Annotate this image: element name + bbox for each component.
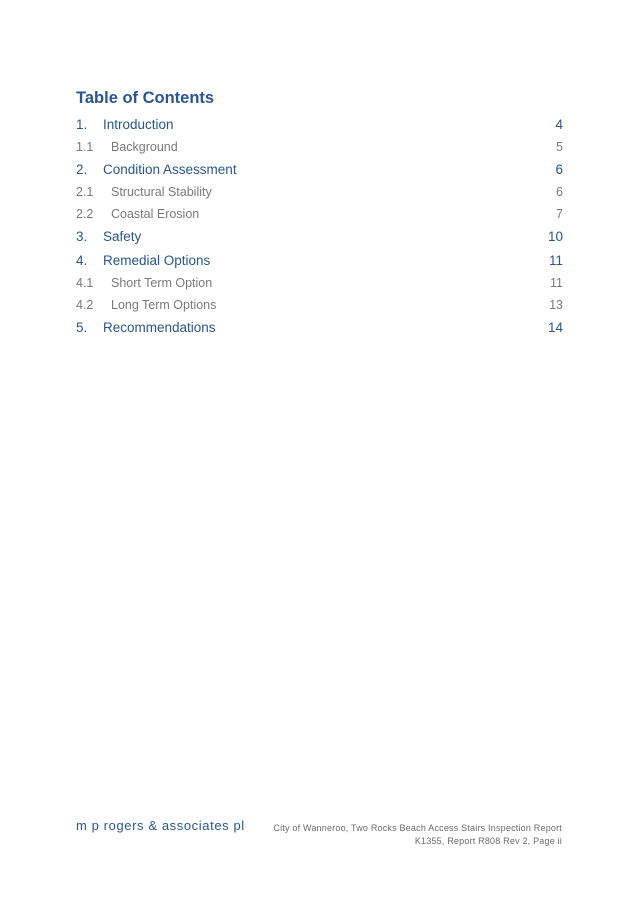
toc-entry-label: Condition Assessment xyxy=(103,162,237,177)
toc-entry-label: Short Term Option xyxy=(111,276,213,290)
toc-entry-number: 4. xyxy=(76,253,88,268)
toc-entry-label: Background xyxy=(111,140,178,154)
toc-entry-label: Long Term Options xyxy=(111,298,217,312)
report-reference-line: K1355, Report R808 Rev 2, Page ii xyxy=(414,835,562,846)
toc-entry-page: 11 xyxy=(550,276,563,290)
toc-entry-background[interactable] xyxy=(76,140,563,158)
toc-entry-page: 14 xyxy=(547,320,563,335)
toc-entry-page: 5 xyxy=(556,140,563,154)
toc-entry-safety[interactable] xyxy=(76,229,563,247)
toc-entry-number: 1.1 xyxy=(76,140,94,154)
toc-entry-recommendations[interactable] xyxy=(76,320,563,338)
toc-entry-label: Coastal Erosion xyxy=(111,207,200,221)
toc-entry-label: Remedial Options xyxy=(103,253,211,268)
toc-entry-page: 7 xyxy=(556,207,563,221)
toc-title: Table of Contents xyxy=(76,89,215,107)
toc-entry-coastal-erosion[interactable] xyxy=(76,207,563,225)
report-title-line: City of Wanneroo, Two Rocks Beach Access Stairs Inspection Report xyxy=(273,823,562,833)
toc-entry-label: Introduction xyxy=(103,117,174,132)
toc-entry-number: 1. xyxy=(76,117,88,132)
toc-entry-page: 4 xyxy=(555,117,563,132)
toc-entry-long-term-options[interactable] xyxy=(76,298,563,316)
company-logo: m p rogers & associates pl xyxy=(76,818,245,833)
toc-entry-number: 4.2 xyxy=(76,298,94,312)
toc-entry-number: 3. xyxy=(76,229,88,244)
report-footer xyxy=(273,822,562,847)
toc-entry-page: 10 xyxy=(547,229,563,244)
toc-entry-number: 5. xyxy=(76,320,88,335)
toc-entry-short-term-option[interactable] xyxy=(76,276,563,294)
toc-entry-number: 2.1 xyxy=(76,185,94,199)
toc-entry-page: 6 xyxy=(555,162,563,177)
toc-entry-remedial-options[interactable] xyxy=(76,253,563,271)
toc-entry-number: 2. xyxy=(76,162,88,177)
toc-entry-label: Recommendations xyxy=(103,320,216,335)
toc-entry-structural-stability[interactable] xyxy=(76,185,563,203)
toc-entry-label: Structural Stability xyxy=(111,185,212,199)
toc-entry-introduction[interactable] xyxy=(76,117,563,135)
toc-entry-page: 13 xyxy=(549,298,563,312)
toc-entry-number: 2.2 xyxy=(76,207,94,221)
toc-entry-label: Safety xyxy=(103,229,142,244)
toc-entry-page: 6 xyxy=(556,185,563,199)
toc-entry-number: 4.1 xyxy=(76,276,94,290)
toc-entry-condition-assessment[interactable] xyxy=(76,162,563,180)
toc-entry-page: 11 xyxy=(548,253,563,268)
